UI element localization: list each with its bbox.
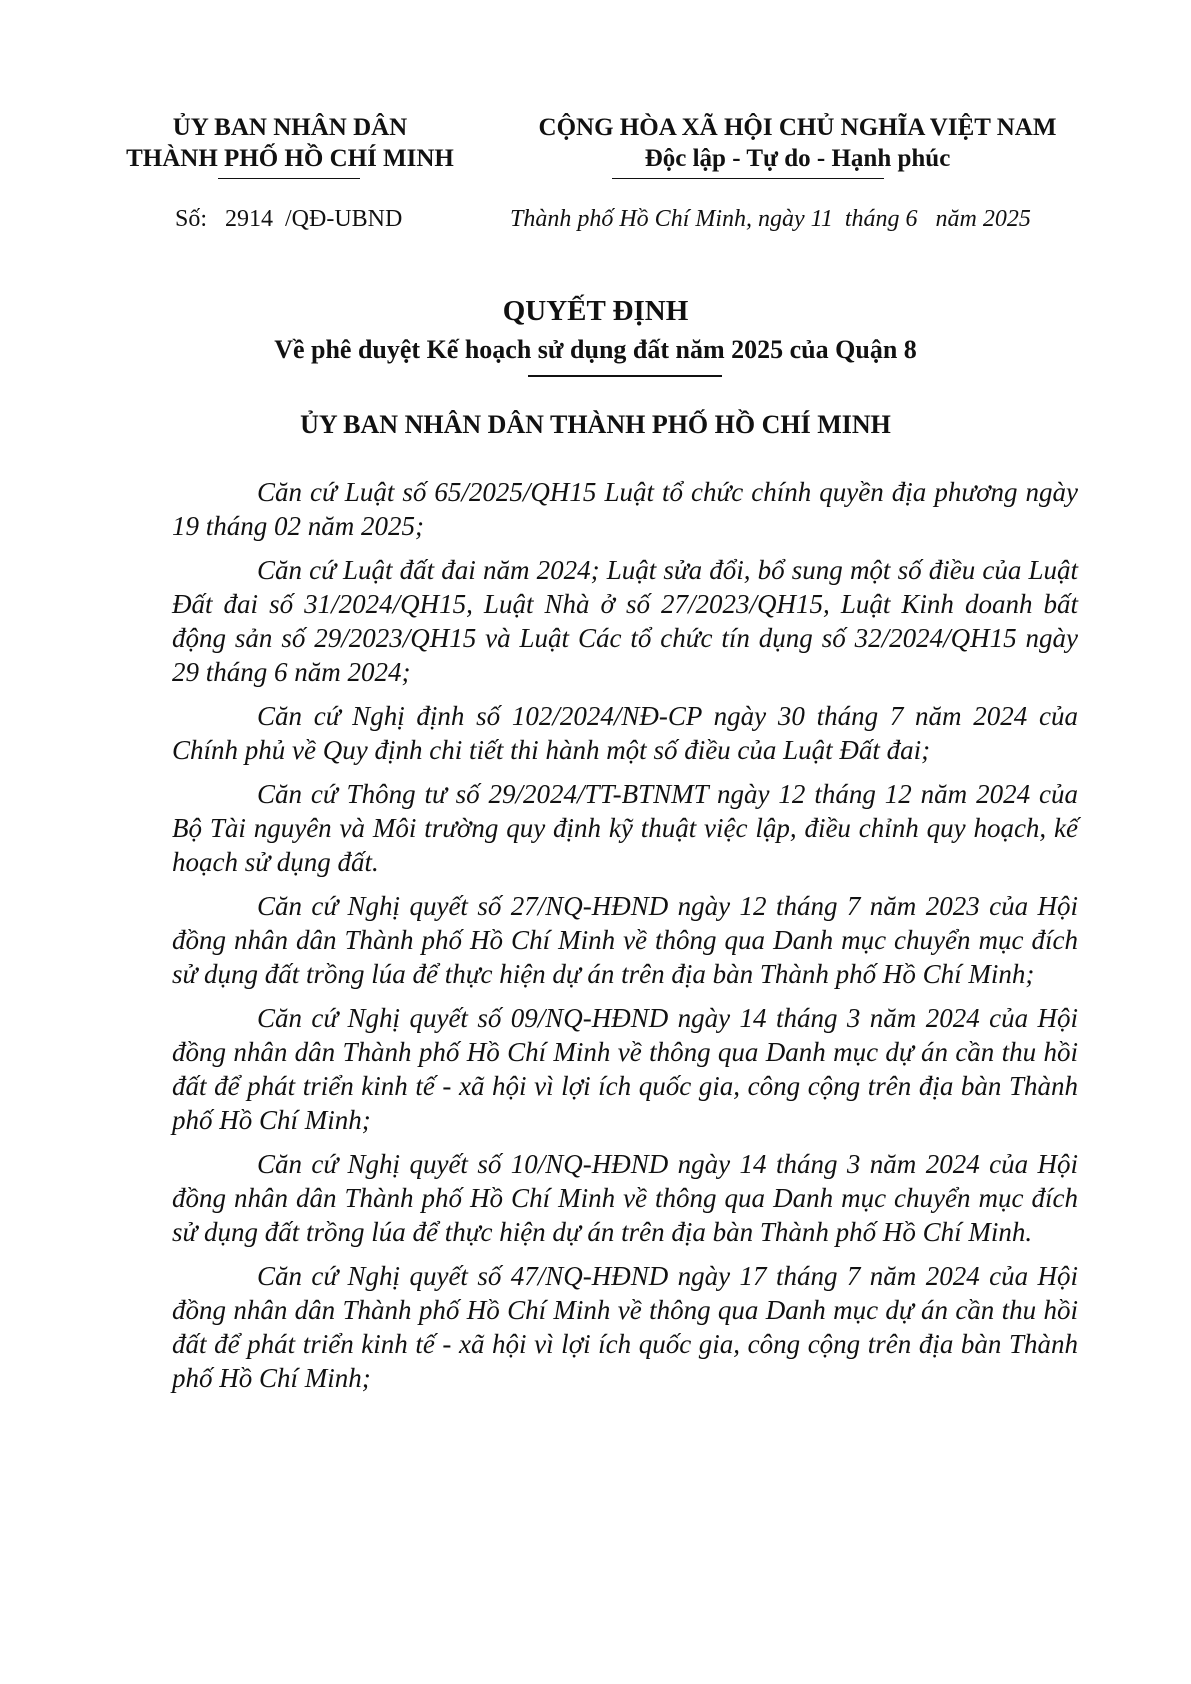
nation-line-2: Độc lập - Tự do - Hạnh phúc xyxy=(644,145,951,172)
legal-basis-paragraph: Căn cứ Nghị quyết số 09/NQ-HĐND ngày 14 tháng 3 năm 2024 của Hội đồng nhân dân Thành phố Hồ Chí Minh về thông qua Danh mục dự án cần thu hồi đất để phát triển kinh tế - xã hội vì lợi ích quốc gia, công cộng trên địa bàn Thành phố Hồ Chí Minh; xyxy=(172,1003,1078,1135)
legal-basis-paragraph: Căn cứ Nghị quyết số 10/NQ-HĐND ngày 14 tháng 3 năm 2024 của Hội đồng nhân dân Thành phố Hồ Chí Minh về thông qua Danh mục chuyển mục đích sử dụng đất trồng lúa để thực hiện dự án trên địa bàn Thành phố Hồ Chí Minh. xyxy=(172,1149,1078,1247)
legal-basis-paragraph: Căn cứ Luật đất đai năm 2024; Luật sửa đổi, bổ sung một số điều của Luật Đất đai số 31/2024/QH15, Luật Nhà ở số 27/2023/QH15, Luật Kinh doanh bất động sản số 29/2023/QH15 và Luật Các tổ chức tín dụng số 32/2024/QH15 ngày 29 tháng 6 năm 2024; xyxy=(172,555,1078,687)
national-motto-header xyxy=(485,112,1110,174)
agency-line-1: ỦY BAN NHÂN DÂN xyxy=(172,114,408,141)
document-title: QUYẾT ĐỊNH xyxy=(502,295,689,327)
legal-basis-paragraph: Căn cứ Nghị quyết số 27/NQ-HĐND ngày 12 tháng 7 năm 2023 của Hội đồng nhân dân Thành phố Hồ Chí Minh về thông qua Danh mục chuyển mục đích sử dụng đất trồng lúa để thực hiện dự án trên địa bàn Thành phố Hồ Chí Minh; xyxy=(172,891,1078,989)
place-and-date: Thành phố Hồ Chí Minh, ngày 11 tháng 6 năm 2025 xyxy=(510,206,1031,232)
nation-line-1: CỘNG HÒA XÃ HỘI CHỦ NGHĨA VIỆT NAM xyxy=(538,114,1057,141)
issuing-agency-header xyxy=(100,112,480,174)
legal-basis-paragraph: Căn cứ Nghị quyết số 47/NQ-HĐND ngày 17 tháng 7 năm 2024 của Hội đồng nhân dân Thành phố Hồ Chí Minh về thông qua Danh mục dự án cần thu hồi đất để phát triển kinh tế - xã hội vì lợi ích quốc gia, công cộng trên địa bàn Thành phố Hồ Chí Minh; xyxy=(172,1261,1078,1393)
legal-basis-paragraph: Căn cứ Nghị định số 102/2024/NĐ-CP ngày 30 tháng 7 năm 2024 của Chính phủ về Quy định chi tiết thi hành một số điều của Luật Đất đai; xyxy=(172,701,1078,765)
document-number: Số: 2914 /QĐ-UBND xyxy=(175,206,403,232)
title-divider xyxy=(528,375,722,377)
agency-line-2: THÀNH PHỐ HỒ CHÍ MINH xyxy=(126,145,454,172)
agency-underline xyxy=(218,178,360,179)
motto-underline xyxy=(612,178,884,179)
legal-basis-paragraph: Căn cứ Thông tư số 29/2024/TT-BTNMT ngày 12 tháng 12 năm 2024 của Bộ Tài nguyên và Môi trường quy định kỹ thuật việc lập, điều chỉnh quy hoạch, kế hoạch sử dụng đất. xyxy=(172,779,1078,877)
document-body xyxy=(172,475,1078,1405)
legal-basis-paragraph: Căn cứ Luật số 65/2025/QH15 Luật tổ chức chính quyền địa phương ngày 19 tháng 02 năm 2025; xyxy=(172,477,1078,541)
document-subtitle: Về phê duyệt Kế hoạch sử dụng đất năm 2025 của Quận 8 xyxy=(274,335,917,364)
issuing-body: ỦY BAN NHÂN DÂN THÀNH PHỐ HỒ CHÍ MINH xyxy=(300,410,891,439)
